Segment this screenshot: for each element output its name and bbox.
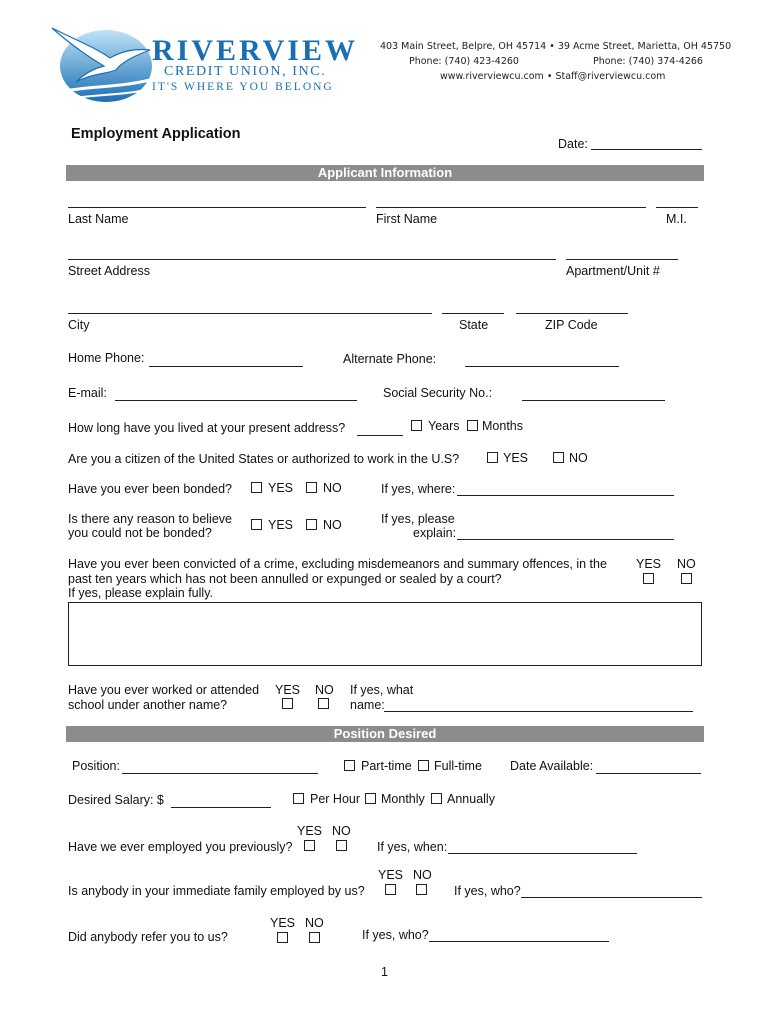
- referred-label: Did anybody refer you to us?: [68, 930, 228, 944]
- per-hour-checkbox[interactable]: [293, 793, 304, 804]
- other-name-label: name:: [350, 698, 385, 712]
- family-who-field[interactable]: [521, 897, 702, 898]
- convicted-label-line2: past ten years which has not been annulled or expunged or sealed by a court?: [68, 572, 502, 586]
- convicted-yes-label: YES: [636, 557, 662, 571]
- zip-label: ZIP Code: [545, 318, 598, 332]
- referred-yes-label: YES: [270, 916, 296, 930]
- how-long-field[interactable]: [357, 435, 403, 436]
- employed-prev-yes-checkbox[interactable]: [304, 840, 315, 851]
- phone-marietta: Phone: (740) 374-4266: [593, 56, 703, 67]
- employed-prev-label: Have we ever employed you previously?: [68, 840, 293, 854]
- other-name-field[interactable]: [384, 711, 693, 712]
- zip-field[interactable]: [516, 313, 628, 314]
- home-phone-label: Home Phone:: [68, 351, 145, 365]
- ssn-label: Social Security No.:: [383, 386, 493, 400]
- state-field[interactable]: [442, 313, 504, 314]
- family-no-label: NO: [413, 868, 432, 882]
- date-available-label: Date Available:: [510, 759, 594, 773]
- if-yes-what-label: If yes, what: [350, 683, 414, 697]
- if-yes-please-label: If yes, please: [381, 512, 455, 526]
- bonded-yes-checkbox[interactable]: [251, 482, 262, 493]
- mi-field[interactable]: [656, 207, 698, 208]
- convicted-no-label: NO: [677, 557, 696, 571]
- family-yes-label: YES: [378, 868, 404, 882]
- apartment-field[interactable]: [566, 259, 678, 260]
- position-label: Position:: [72, 759, 120, 773]
- city-field[interactable]: [68, 313, 432, 314]
- family-no-checkbox[interactable]: [416, 884, 427, 895]
- citizen-yes-checkbox[interactable]: [487, 452, 498, 463]
- first-name-label: First Name: [376, 212, 438, 226]
- explain-label: explain:: [413, 526, 457, 540]
- apartment-label: Apartment/Unit #: [566, 264, 660, 278]
- section-applicant-information: Applicant Information: [66, 165, 704, 181]
- web-email-line: www.riverviewcu.com • Staff@riverviewcu.com: [440, 71, 666, 82]
- bonded-yes-label: YES: [268, 481, 294, 495]
- referred-if-yes-who-label: If yes, who?: [362, 928, 429, 942]
- reason-explain-field[interactable]: [457, 539, 674, 540]
- years-label: Years: [428, 419, 460, 433]
- reason-label-line2: you could not be bonded?: [68, 526, 212, 540]
- convicted-explain-textarea[interactable]: [68, 602, 702, 666]
- part-time-checkbox[interactable]: [344, 760, 355, 771]
- street-address-field[interactable]: [68, 259, 556, 260]
- alt-phone-label: Alternate Phone:: [343, 352, 437, 366]
- logo-subtitle: CREDIT UNION, INC.: [164, 64, 327, 79]
- mi-label: M.I.: [666, 212, 687, 226]
- annually-label: Annually: [447, 792, 495, 806]
- other-name-yes-checkbox[interactable]: [282, 698, 293, 709]
- reason-label-line1: Is there any reason to believe: [68, 512, 232, 526]
- other-name-no-label: NO: [315, 683, 334, 697]
- employed-prev-yes-label: YES: [297, 824, 323, 838]
- bonded-no-checkbox[interactable]: [306, 482, 317, 493]
- other-name-label-line1: Have you ever worked or attended: [68, 683, 260, 697]
- convicted-label-line1: Have you ever been convicted of a crime, excluding misdemeanors and summary offences, in the: [68, 557, 607, 571]
- years-checkbox[interactable]: [411, 420, 422, 431]
- state-label: State: [459, 318, 489, 332]
- other-name-yes-label: YES: [275, 683, 301, 697]
- family-employed-label: Is anybody in your immediate family employed by us?: [68, 884, 365, 898]
- alt-phone-field[interactable]: [465, 366, 619, 367]
- desired-salary-label: Desired Salary: $: [68, 793, 164, 807]
- citizen-label: Are you a citizen of the United States or authorized to work in the U.S?: [68, 452, 460, 466]
- full-time-checkbox[interactable]: [418, 760, 429, 771]
- first-name-field[interactable]: [376, 207, 646, 208]
- full-time-label: Full-time: [434, 759, 482, 773]
- reason-no-checkbox[interactable]: [306, 519, 317, 530]
- page-title: Employment Application: [71, 126, 241, 142]
- home-phone-field[interactable]: [149, 366, 303, 367]
- desired-salary-field[interactable]: [171, 807, 271, 808]
- referred-no-label: NO: [305, 916, 324, 930]
- employed-prev-no-checkbox[interactable]: [336, 840, 347, 851]
- logo-tagline: IT'S WHERE YOU BELONG: [152, 81, 334, 93]
- last-name-label: Last Name: [68, 212, 129, 226]
- bonded-where-field[interactable]: [457, 495, 674, 496]
- monthly-checkbox[interactable]: [365, 793, 376, 804]
- part-time-label: Part-time: [361, 759, 412, 773]
- eagle-logo-icon: [46, 18, 156, 110]
- reason-no-label: NO: [323, 518, 342, 532]
- monthly-label: Monthly: [381, 792, 425, 806]
- logo-name: RIVERVIEW: [152, 34, 358, 67]
- last-name-field[interactable]: [68, 207, 366, 208]
- per-hour-label: Per Hour: [310, 792, 361, 806]
- citizen-no-checkbox[interactable]: [553, 452, 564, 463]
- street-address-label: Street Address: [68, 264, 150, 278]
- date-field[interactable]: [591, 149, 702, 150]
- email-field[interactable]: [115, 400, 357, 401]
- city-label: City: [68, 318, 90, 332]
- employed-when-field[interactable]: [448, 853, 637, 854]
- email-label: E-mail:: [68, 386, 107, 400]
- referred-no-checkbox[interactable]: [309, 932, 320, 943]
- other-name-label-line2: school under another name?: [68, 698, 228, 712]
- if-yes-when-label: If yes, when:: [377, 840, 448, 854]
- other-name-no-checkbox[interactable]: [318, 698, 329, 709]
- position-field[interactable]: [122, 773, 318, 774]
- address-line: 403 Main Street, Belpre, OH 45714 • 39 Acme Street, Marietta, OH 45750: [380, 41, 732, 52]
- convicted-no-checkbox[interactable]: [681, 573, 692, 584]
- citizen-no-label: NO: [569, 451, 588, 465]
- phone-belpre: Phone: (740) 423-4260: [409, 56, 519, 67]
- bonded-label: Have you ever been bonded?: [68, 482, 233, 496]
- employed-prev-no-label: NO: [332, 824, 351, 838]
- bonded-no-label: NO: [323, 481, 342, 495]
- citizen-yes-label: YES: [503, 451, 529, 465]
- months-label: Months: [482, 419, 523, 433]
- convicted-yes-checkbox[interactable]: [643, 573, 654, 584]
- section-position-desired: Position Desired: [66, 726, 704, 742]
- family-yes-checkbox[interactable]: [385, 884, 396, 895]
- how-long-label: How long have you lived at your present address?: [68, 421, 346, 435]
- referred-yes-checkbox[interactable]: [277, 932, 288, 943]
- convicted-label-line3: If yes, please explain fully.: [68, 586, 213, 600]
- if-yes-where-label: If yes, where:: [381, 482, 456, 496]
- reason-yes-label: YES: [268, 518, 294, 532]
- family-if-yes-who-label: If yes, who?: [454, 884, 521, 898]
- months-checkbox[interactable]: [467, 420, 478, 431]
- annually-checkbox[interactable]: [431, 793, 442, 804]
- ssn-field[interactable]: [522, 400, 665, 401]
- date-available-field[interactable]: [596, 773, 701, 774]
- reason-yes-checkbox[interactable]: [251, 519, 262, 530]
- date-label: Date:: [558, 137, 588, 151]
- referred-who-field[interactable]: [429, 941, 609, 942]
- page-number: 1: [381, 965, 388, 979]
